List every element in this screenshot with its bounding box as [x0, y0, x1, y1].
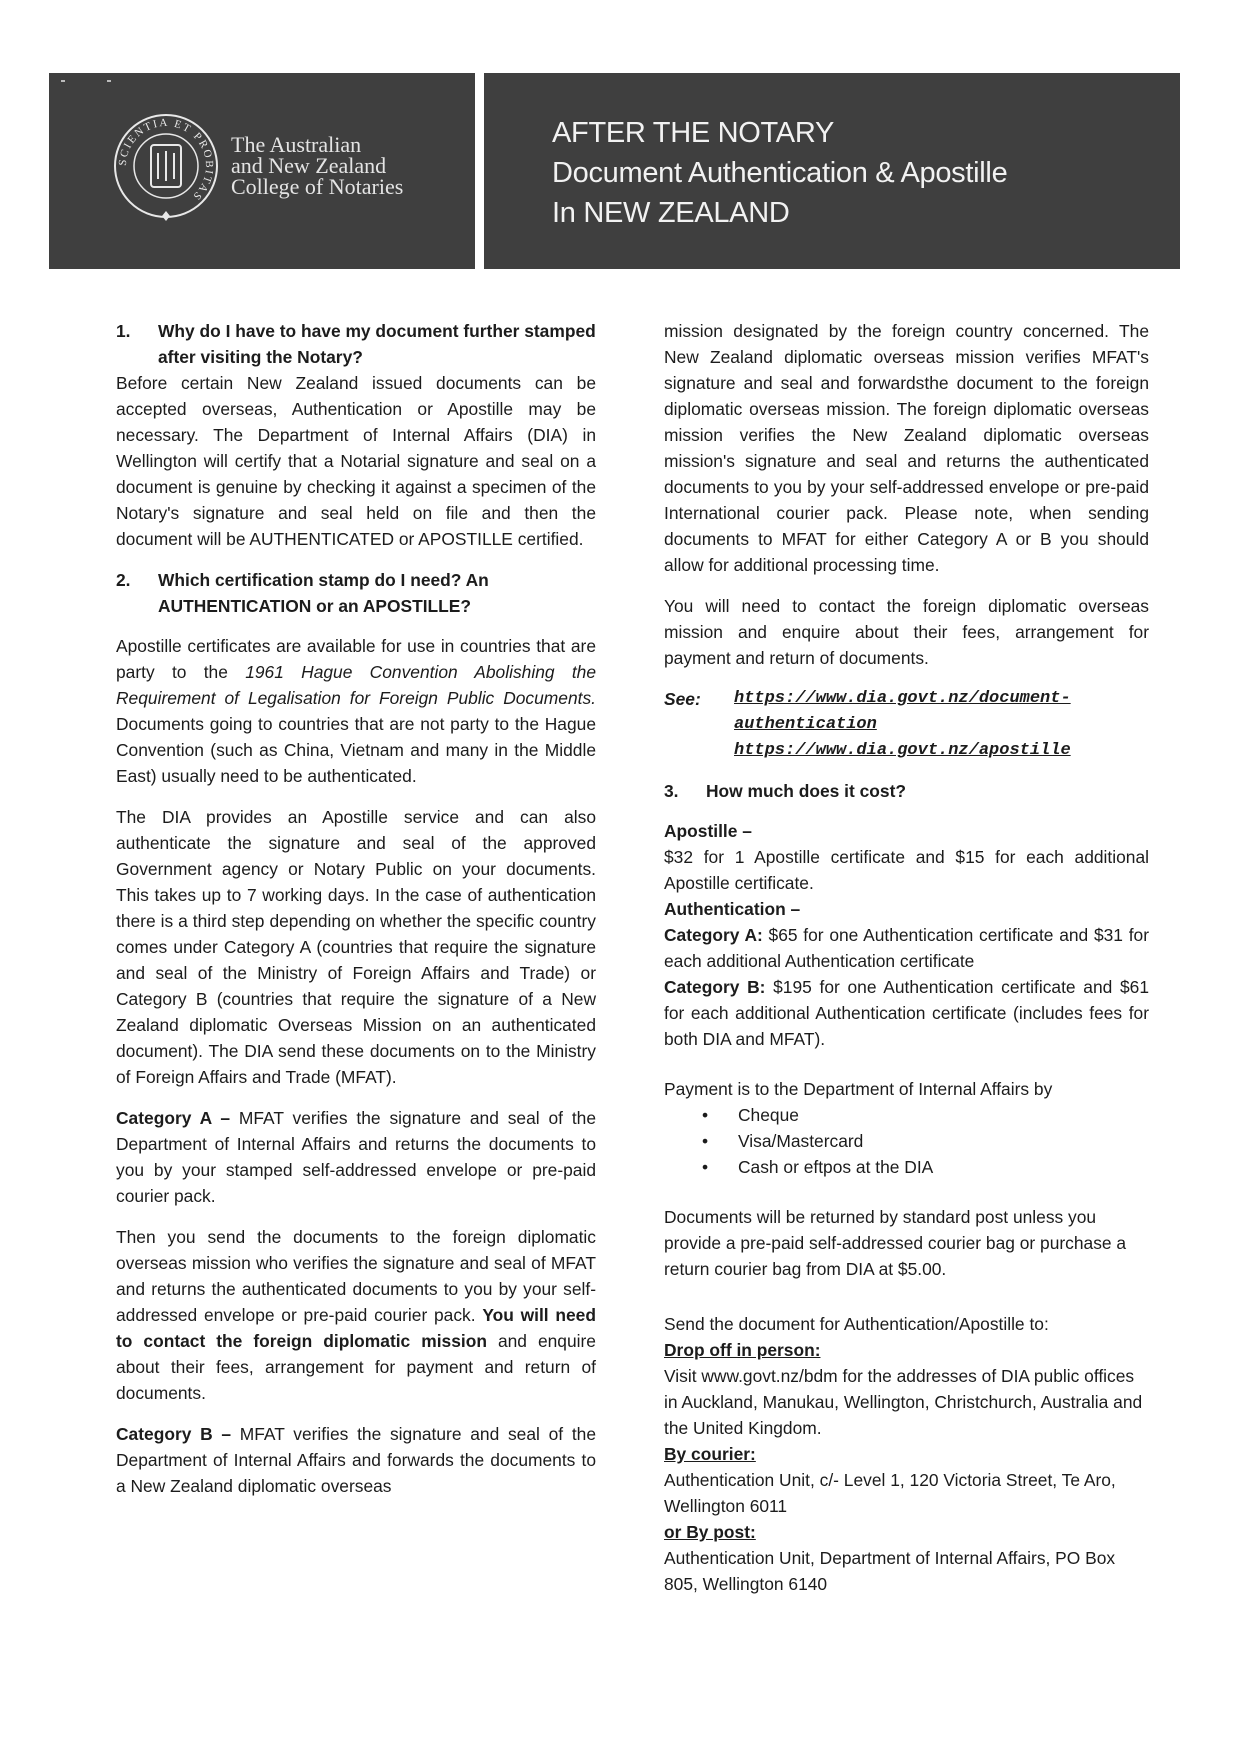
send-intro: Send the document for Authentication/Apostille to:	[664, 1314, 1049, 1334]
left-column	[116, 318, 596, 1514]
scan-mark	[107, 80, 111, 82]
payment-methods-list	[664, 1102, 1149, 1180]
apostille-fees: $32 for 1 Apostille certificate and $15 for each additional Apostille certificate.	[664, 847, 1149, 893]
college-banner	[49, 73, 475, 269]
college-name-line: and New Zealand	[231, 153, 387, 178]
paragraph	[116, 1421, 596, 1499]
apostille-label: Apostille –	[664, 821, 752, 841]
bullet-icon: •	[702, 1157, 709, 1177]
category-b-fees	[664, 974, 1149, 1052]
text-run: Then you send the documents to the foreign diplomatic overseas mission who verifies the signature and seal of MFAT and returns the authenticated documents to you by your self-addressed envelope or pre-paid courier pack.	[116, 1227, 596, 1325]
list-item	[702, 1102, 1149, 1128]
payment-method: Cash or eftpos at the DIA	[738, 1157, 934, 1177]
college-name-line: The Australian	[231, 132, 362, 157]
paragraph: Before certain New Zealand issued documents can be accepted overseas, Authentication or Apostille may be necessary. The Department of Internal Affairs (DIA) in Wellington will certify that a Notarial signature and seal on a document is genuine by checking it against a specimen of the Notary's signature and seal held on file and then the document will be AUTHENTICATED or APOSTILLE certified.	[116, 373, 596, 549]
right-column	[664, 318, 1149, 1597]
page-title-line: Document Authentication & Apostille	[552, 157, 1008, 189]
emphasis-text: You will need to contact the foreign diplomatic mission	[116, 1305, 596, 1351]
drop-off-text: Visit www.govt.nz/bdm for the addresses of DIA public offices in Auckland, Manukau, Wellington, Christchurch, Australia and the United Kingdom.	[664, 1366, 1143, 1438]
question-heading	[116, 567, 596, 619]
spacer	[664, 1297, 1149, 1311]
bullet-icon: •	[702, 1105, 709, 1125]
text-run: $65 for one Authentication certificate and $31 for each additional Authentication certificate	[664, 925, 1149, 971]
category-b-label: Category B:	[664, 977, 766, 997]
question-number: 1.	[116, 321, 131, 341]
paragraph: You will need to contact the foreign diplomatic overseas mission and enquire about their fees, arrangement for payment and return of documents.	[664, 596, 1149, 668]
addresses-section	[664, 1311, 1149, 1597]
college-seal-icon	[111, 111, 221, 221]
question-heading	[116, 318, 596, 370]
payment-intro: Payment is to the Department of Internal Affairs by	[664, 1079, 1053, 1099]
question-title: Which certification stamp do I need? An AUTHENTICATION or an APOSTILLE?	[158, 570, 489, 616]
post-address: Authentication Unit, Department of Internal Affairs, PO Box 805, Wellington 6140	[664, 1548, 1116, 1594]
question-heading	[664, 778, 1149, 804]
paragraph	[116, 1224, 596, 1406]
list-item	[702, 1128, 1149, 1154]
question-title: Why do I have to have my document further stamped after visiting the Notary?	[158, 321, 596, 367]
drop-off-label: Drop off in person:	[664, 1340, 821, 1360]
question-number: 3.	[664, 781, 679, 801]
bullet-icon: •	[702, 1131, 709, 1151]
question-title: How much does it cost?	[706, 781, 907, 801]
title-banner	[484, 73, 1180, 269]
category-a-label: Category A –	[116, 1108, 231, 1128]
payment-method: Cheque	[738, 1105, 799, 1125]
fees-section	[664, 818, 1149, 1052]
list-item	[702, 1154, 1149, 1180]
authentication-label: Authentication –	[664, 899, 801, 919]
text-run: Apostille certificates are available for use in countries that are party to the	[116, 636, 596, 682]
see-links	[664, 686, 1149, 764]
paragraph: mission designated by the foreign country concerned. The New Zealand diplomatic overseas mission verifies MFAT's signature and seal and forwardsthe document to the foreign diplomatic overseas mission. The foreign diplomatic overseas mission verifies the New Zealand diplomatic overseas mission's signature and seal and returns the authenticated documents to you by your self-addressed envelope or pre-paid International courier pack. Please note, when sending documents to MFAT for either Category A or B you should allow for additional processing time.	[664, 321, 1149, 575]
page-title	[552, 113, 1007, 233]
text-run: $195 for one Authentication certificate and $61 for each additional Authentication certificate (includes fees for both DIA and MFAT).	[664, 977, 1150, 1049]
text-run: MFAT verifies the signature and seal of the Department of Internal Affairs and returns the documents to you by your stamped self-addressed envelope or pre-paid courier pack.	[116, 1108, 596, 1206]
paragraph: Documents will be returned by standard post unless you provide a pre-paid self-addressed courier bag or purchase a return courier bag from DIA at $5.00.	[664, 1207, 1127, 1279]
spacer	[664, 1052, 1149, 1076]
page-title-line: In NEW ZEALAND	[552, 197, 790, 229]
category-a-fees	[664, 922, 1149, 974]
question-number: 2.	[116, 570, 131, 590]
seal-motto: SCIENTIA ET PROBITAS	[116, 116, 216, 204]
post-label: or By post:	[664, 1522, 756, 1542]
convention-title: 1961 Hague Convention Abolishing the Requirement of Legalisation for Foreign Public Documents.	[116, 662, 596, 708]
college-name	[231, 134, 403, 197]
text-run: and enquire about their fees, arrangement for payment and return of documents.	[116, 1331, 596, 1403]
link-list	[734, 686, 1149, 764]
courier-address: Authentication Unit, c/- Level 1, 120 Victoria Street, Te Aro, Wellington 6011	[664, 1470, 1116, 1516]
text-run: MFAT verifies the signature and seal of the Department of Internal Affairs and forwards the documents to a New Zealand diplomatic overseas	[116, 1424, 596, 1496]
college-name-line: College of Notaries	[231, 174, 404, 199]
text-run: Documents going to countries that are not party to the Hague Convention (such as China, Vietnam and many in the Middle East) usually need to be authenticated.	[116, 714, 596, 786]
dia-authentication-link[interactable]: https://www.dia.govt.nz/document-authentication	[734, 689, 1071, 734]
scan-mark	[61, 80, 65, 82]
paragraph	[116, 633, 596, 789]
courier-label: By courier:	[664, 1444, 756, 1464]
category-b-label: Category B –	[116, 1424, 232, 1444]
page-title-line: AFTER THE NOTARY	[552, 117, 835, 149]
category-a-label: Category A:	[664, 925, 763, 945]
dia-apostille-link[interactable]: https://www.dia.govt.nz/apostille	[734, 741, 1071, 760]
payment-method: Visa/Mastercard	[738, 1131, 864, 1151]
paragraph: The DIA provides an Apostille service and can also authenticate the signature and seal of the approved Government agency or Notary Public on your documents. This takes up to 7 working days. In the case of authentication there is a third step depending on whether the specific country comes under Category A (countries that require the signature and seal of the Ministry of Foreign Affairs and Trade) or Category B (countries that require the signature of a New Zealand diplomatic Overseas Mission on an authenticated document). The DIA send these documents on to the Ministry of Foreign Affairs and Trade (MFAT).	[116, 807, 596, 1087]
see-label: See:	[664, 689, 701, 709]
paragraph	[116, 1105, 596, 1209]
